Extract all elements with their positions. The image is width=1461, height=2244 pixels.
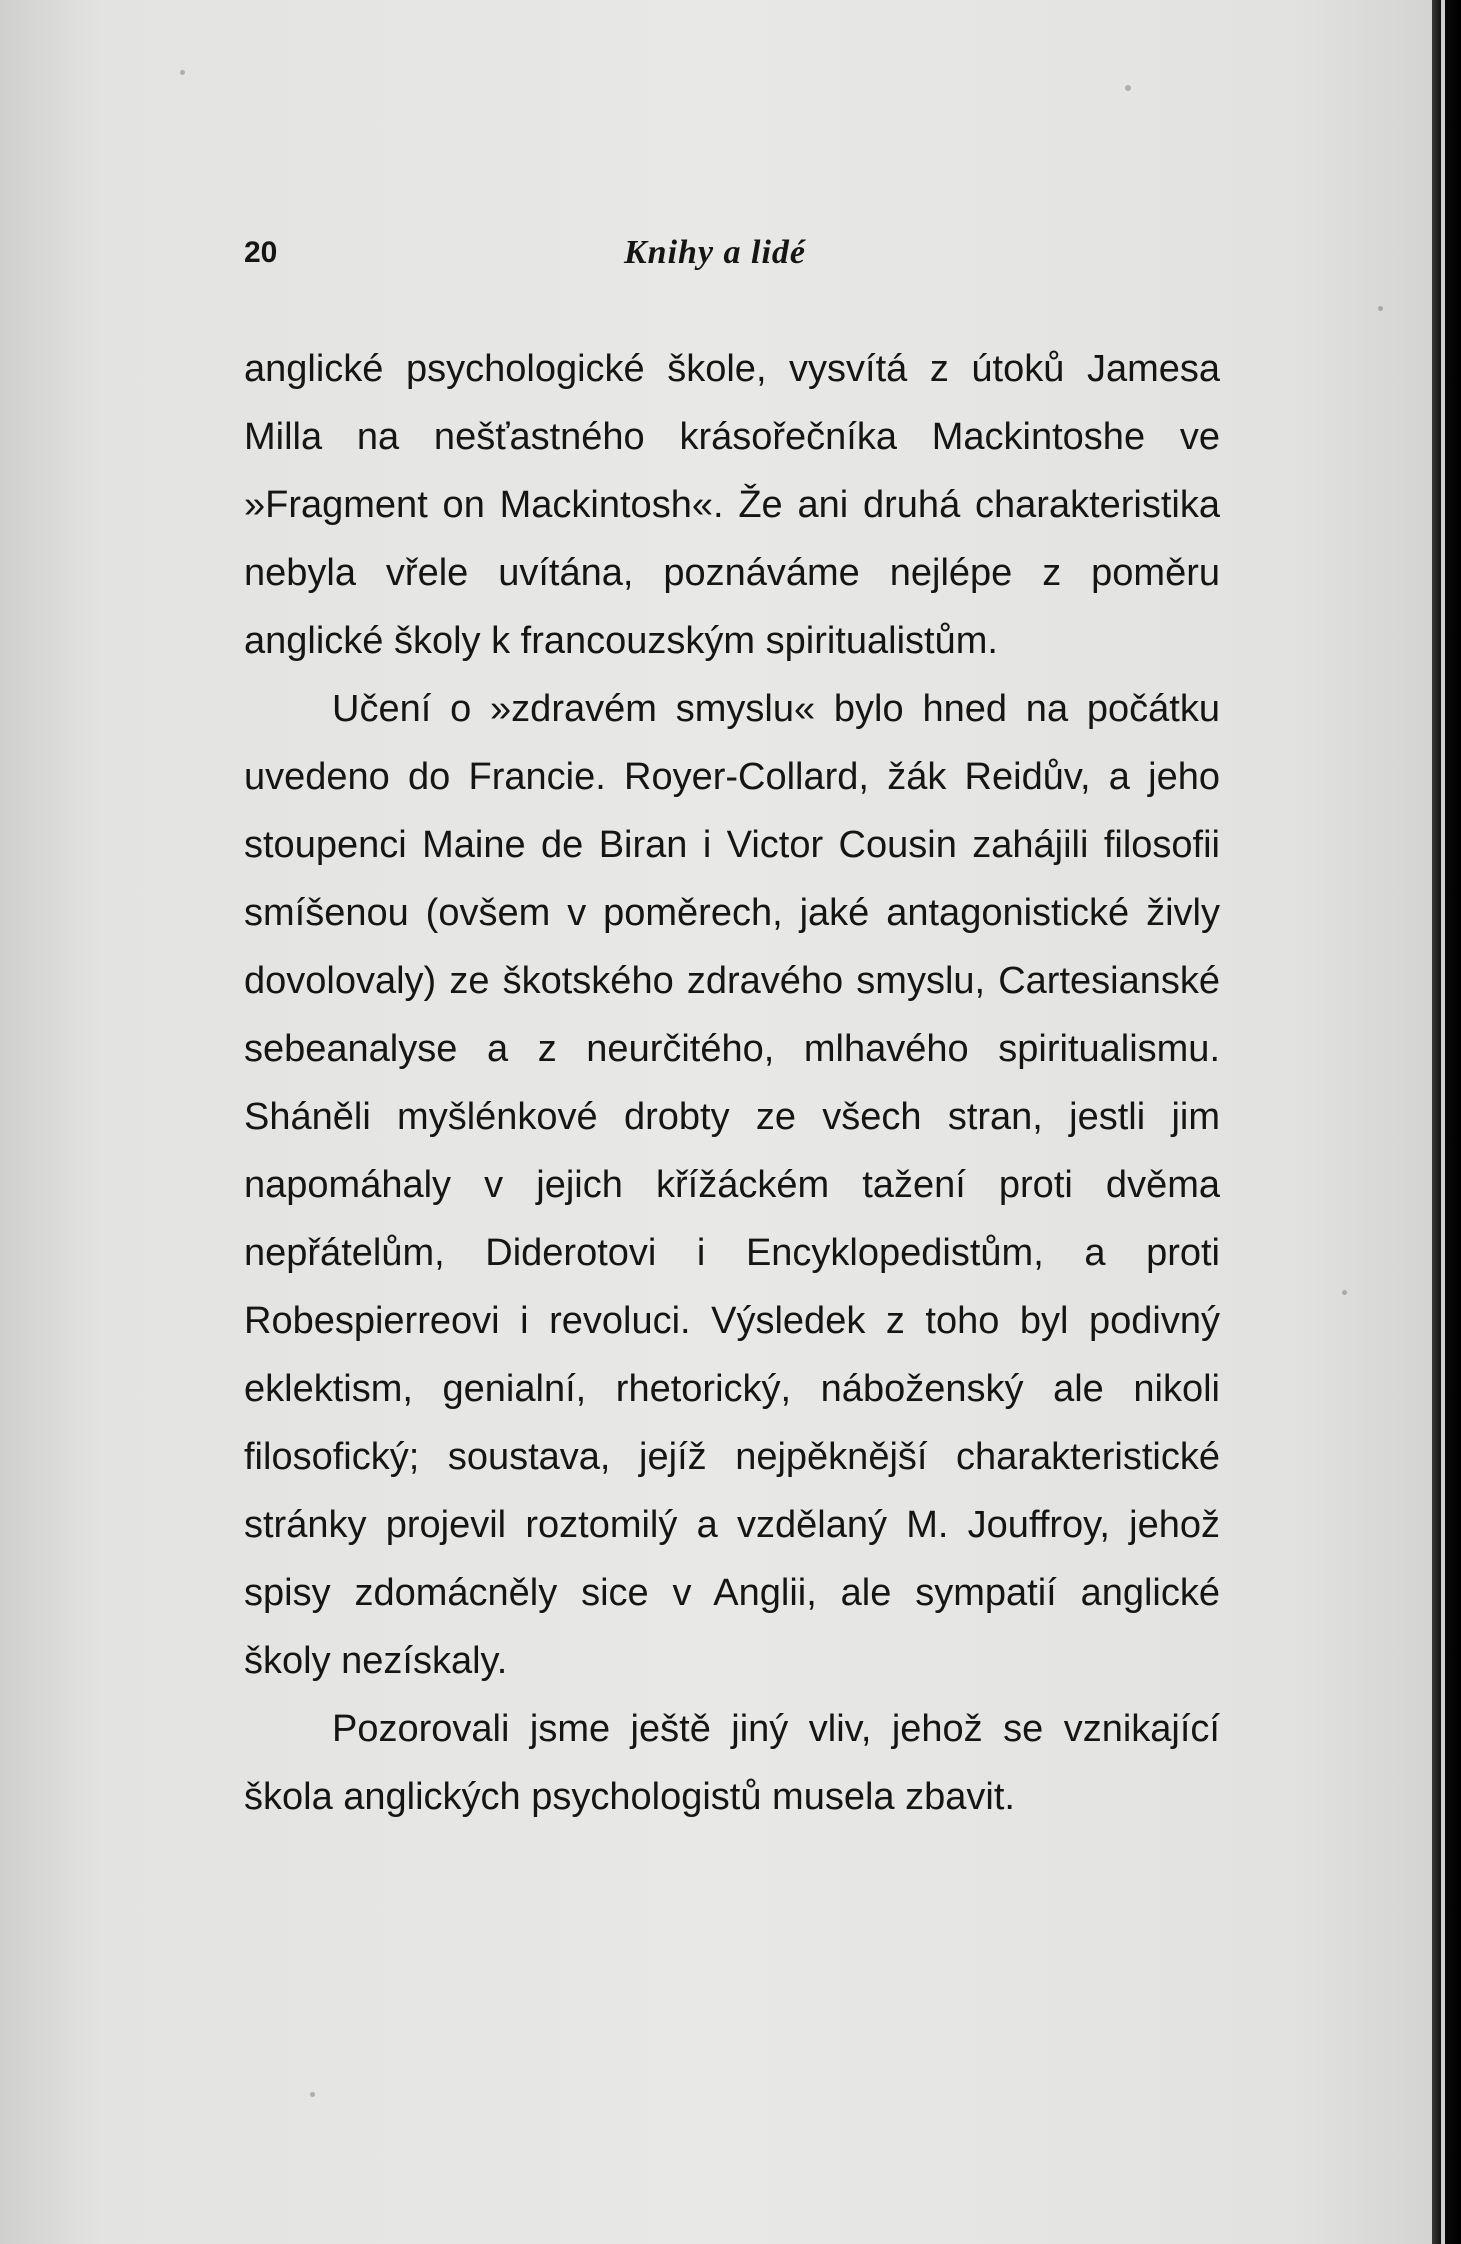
book-spine-shadow <box>1432 0 1461 2244</box>
paper-speck <box>1125 85 1131 91</box>
paper-speck <box>310 2092 315 2097</box>
paper-speck <box>180 70 185 75</box>
page-header <box>244 236 1214 286</box>
paragraph: Pozorovali jsme ještě jiný vliv, jehož se vznikající škola anglických psychologistů musela zbavit. <box>244 1708 1220 1818</box>
paragraph: Učení o »zdravém smyslu« bylo hned na počátku uvedeno do Francie. Royer-Collard, žák Reidův, a jeho stoupenci Maine de Biran i Victor Cousin zahájili filosofii smíšenou (ovšem v poměrech, jaké antagonistické živly dovolovaly) ze škotského zdravého smyslu, Cartesianské sebeanalyse a z neurčitého, mlhavého spiritualismu. Sháněli myšlénkové drobty ze všech stran, jestli jim napomáhaly v jejich křížáckém tažení proti dvěma nepřátelům, Diderotovi i Encyklopedistům, a proti Robespierreovi i revoluci. Výsledek z toho byl podivný eklektism, genialní, rhetorický, náboženský ale nikoli filosofický; soustava, jejíž nejpěknější charakteristické stránky projevil roztomilý a vzdělaný M. Jouffroy, jehož spisy zdomácněly sice v Anglii, ale sympatií anglické školy nezískaly. <box>244 688 1220 1682</box>
paper-speck <box>1378 306 1383 311</box>
page-number: 20 <box>244 236 278 269</box>
paper-speck <box>1342 1290 1347 1295</box>
book-spine-edge <box>1441 0 1445 2244</box>
paragraph: anglické psychologické škole, vysvítá z útoků Jamesa Milla na nešťastného krásořečníka Mackintoshe ve »Fragment on Mackintosh«. Že ani druhá charakteristika nebyla vřele uvítána, poznáváme nejlépe z poměru anglické školy k francouzským spiritualistům. <box>244 348 1220 662</box>
running-title: Knihy a lidé <box>624 234 807 271</box>
body-text <box>244 335 1220 1831</box>
